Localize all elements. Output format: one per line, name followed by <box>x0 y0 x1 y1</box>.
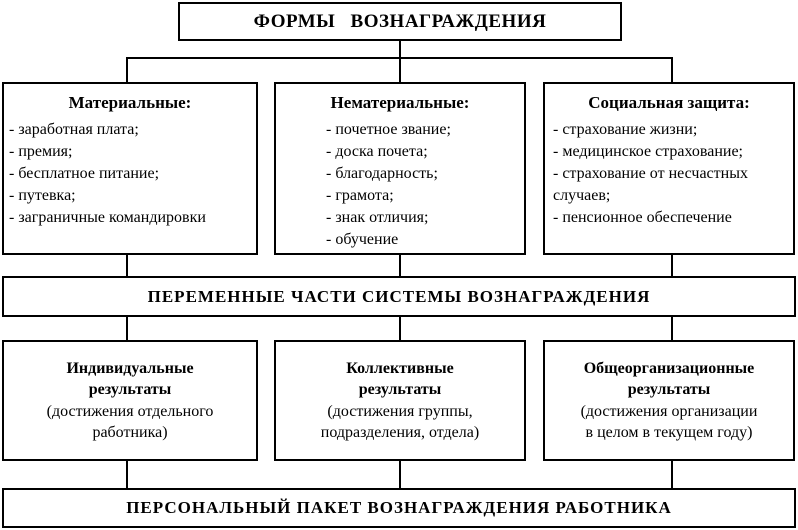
box-nonmaterial <box>274 82 526 255</box>
list-item: - путевка; <box>9 187 76 204</box>
connector-social-to-band1 <box>671 253 673 276</box>
result-heading-line: результаты <box>358 381 442 398</box>
result-sub-line: (достижения отдельного <box>46 402 214 420</box>
list-item: - доска почета; <box>326 143 428 160</box>
result-heading-line: Индивидуальные <box>66 359 194 377</box>
list-item: - страхование жизни; <box>553 121 698 138</box>
connector-top-center-drop <box>399 57 401 82</box>
connector-band1-to-organizational <box>671 317 673 340</box>
list-item: - пенсионное обеспечение <box>553 209 732 226</box>
box-individual-results <box>2 340 258 461</box>
connector-individual-to-band2 <box>126 461 128 488</box>
connector-band1-to-individual <box>126 317 128 340</box>
box-social-protection <box>543 82 795 255</box>
title-box <box>178 2 622 41</box>
connector-organizational-to-band2 <box>671 461 673 488</box>
connector-nonmaterial-to-band1 <box>399 255 401 276</box>
box-social-protection-heading: Социальная защита: <box>588 93 750 112</box>
connector-title-drop <box>399 41 401 58</box>
result-heading-line: Коллективные <box>346 359 454 377</box>
result-sub-line: работника) <box>92 424 168 441</box>
result-sub-line: (достижения группы, <box>327 402 473 420</box>
box-nonmaterial-heading: Нематериальные: <box>330 93 470 112</box>
box-organizational-results <box>543 340 795 461</box>
connector-top-right-drop <box>671 57 673 82</box>
band-personal-package-label: ПЕРСОНАЛЬНЫЙ ПАКЕТ ВОЗНАГРАЖДЕНИЯ РАБОТНИКА <box>126 498 672 517</box>
band-variable-parts-label: ПЕРЕМЕННЫЕ ЧАСТИ СИСТЕМЫ ВОЗНАГРАЖДЕНИЯ <box>147 286 651 306</box>
list-item: - премия; <box>9 143 73 160</box>
list-item: - страхование от несчастных случаев; <box>553 165 748 204</box>
result-heading-line: результаты <box>88 381 172 398</box>
result-sub-line: в целом в текущем году) <box>585 424 753 441</box>
box-collective-results <box>274 340 526 461</box>
list-item: - медицинское страхование; <box>553 143 743 160</box>
result-heading-line: результаты <box>627 381 711 398</box>
list-item: - заработная плата; <box>9 121 139 138</box>
connector-collective-to-band2 <box>399 461 401 488</box>
box-material <box>2 82 258 255</box>
diagram-title: ФОРМЫ ВОЗНАГРАЖДЕНИЯ <box>253 10 547 32</box>
list-item: - благодарность; <box>326 165 438 182</box>
band-personal-package <box>2 488 796 528</box>
band-variable-parts <box>2 276 796 317</box>
connector-top-left-drop <box>126 57 128 82</box>
list-item: - бесплатное питание; <box>9 165 160 182</box>
list-item: - обучение <box>326 231 399 248</box>
connector-band1-to-collective <box>399 317 401 340</box>
result-heading-line: Общеорганизационные <box>583 359 755 377</box>
list-item: - знак отличия; <box>326 209 429 226</box>
result-sub-line: подразделения, отдела) <box>320 424 480 441</box>
box-material-heading: Материальные: <box>68 93 192 112</box>
result-sub-line: (достижения организации <box>580 402 758 420</box>
list-item: - почетное звание; <box>326 121 451 138</box>
connector-material-to-band1 <box>126 255 128 276</box>
list-item: - грамота; <box>326 187 394 204</box>
list-item: - заграничные командировки <box>9 209 206 226</box>
